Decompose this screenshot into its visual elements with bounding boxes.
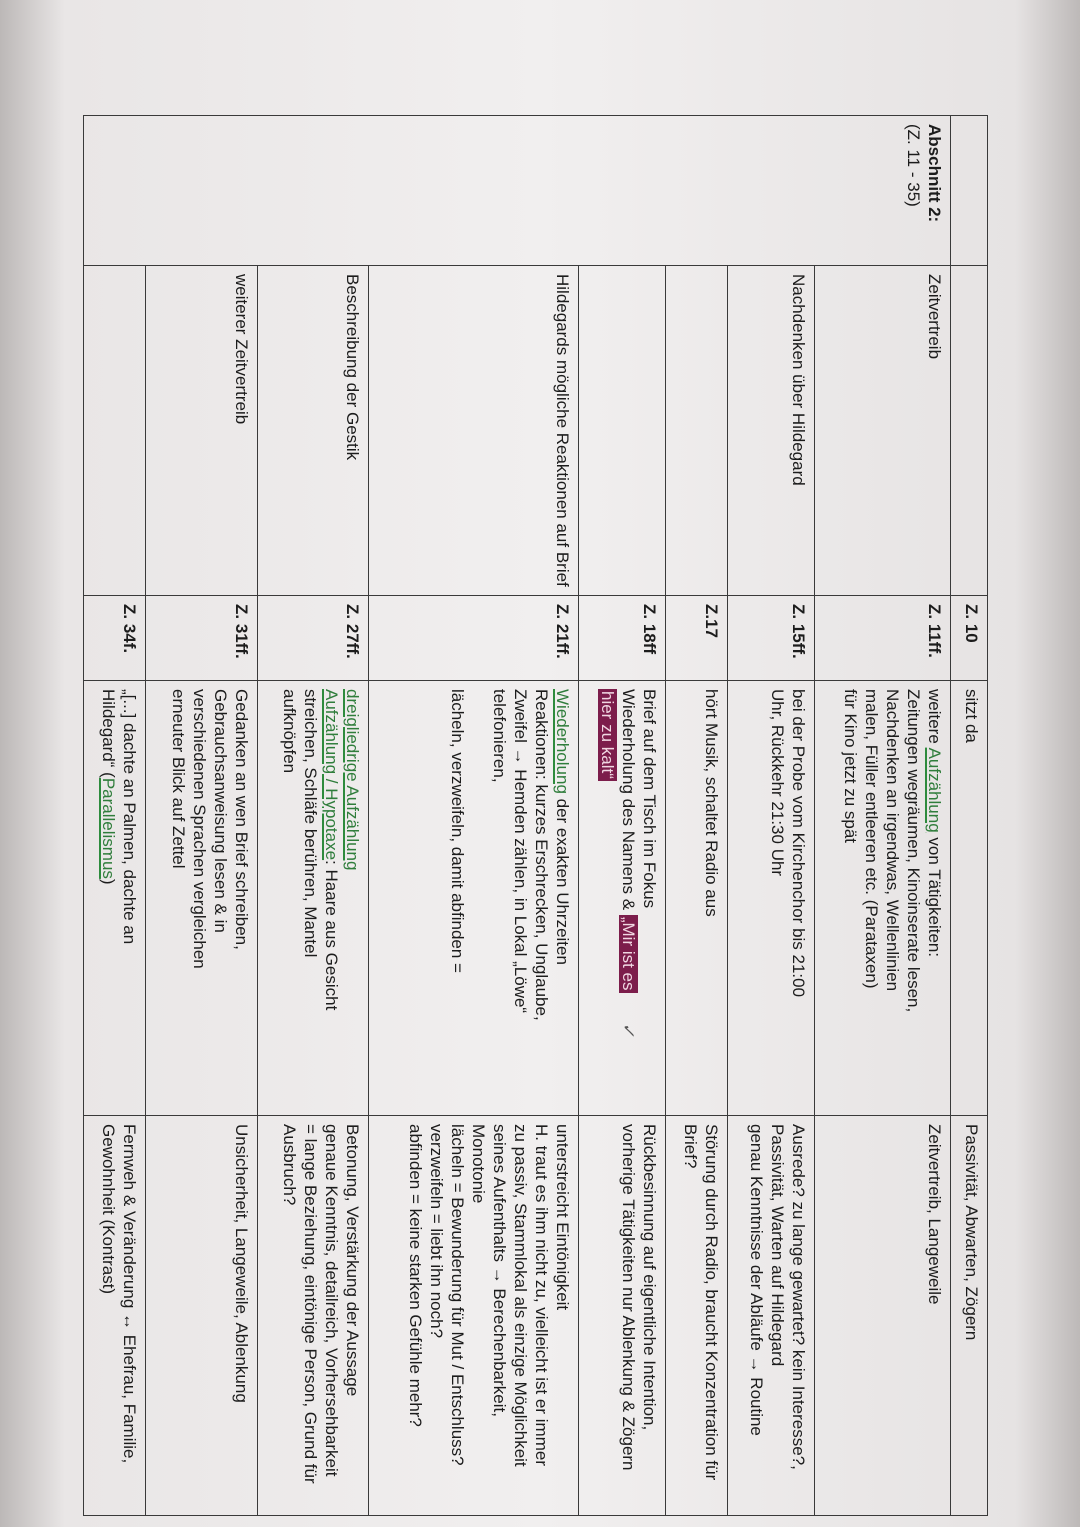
content-line: streichen, Schläfe berühren, Mantel bbox=[301, 689, 321, 958]
content-line: malen, Füller entleeren etc. (Parataxen) bbox=[862, 689, 881, 989]
interp-cell bbox=[579, 1116, 666, 1516]
interp-line: genaue Kenntnis, detailreich, Vorhersehbarkeit bbox=[322, 1124, 342, 1477]
content-cell bbox=[665, 681, 727, 1116]
header-empty-2 bbox=[951, 266, 988, 596]
device-label: dreigliedrige Aufzählung bbox=[343, 689, 363, 871]
content-cell bbox=[146, 681, 257, 1116]
content-line: Nachdenken an irgendwas, Wellenlinien bbox=[883, 689, 902, 992]
topic-cell bbox=[579, 266, 666, 596]
content-cell bbox=[814, 681, 950, 1116]
interp-line: abfinden = keine starken Gefühle mehr? bbox=[406, 1124, 426, 1427]
table-row bbox=[146, 116, 257, 1516]
rotated-document bbox=[83, 115, 988, 1515]
section-cell bbox=[84, 116, 951, 266]
device-label: Wiederholung bbox=[553, 689, 573, 794]
interp-line: unterstreicht Eintönigkeit bbox=[553, 1124, 573, 1311]
interp-line: zu passiv, Stammlokal als einzige Möglichkeit bbox=[511, 1124, 531, 1467]
interp-line: = lange Beziehung, eintönige Person, Grund für bbox=[301, 1124, 321, 1484]
content-text: : Haare aus Gesicht bbox=[322, 860, 342, 1011]
topic-cell bbox=[84, 266, 146, 596]
device-label: Aufzählung / Hypotaxe bbox=[322, 689, 342, 861]
interp-cell bbox=[84, 1116, 146, 1516]
interp-cell bbox=[369, 1116, 579, 1516]
interp-cell bbox=[146, 1116, 257, 1516]
content-text: weitere bbox=[925, 689, 944, 748]
topic-cell: Beschreibung der Gestik bbox=[257, 266, 368, 596]
topic-cell: Nachdenken über Hildegard bbox=[728, 266, 815, 596]
content-line: hört Musik, schaltet Radio aus bbox=[702, 689, 722, 917]
interp-line: Gewohnheit (Kontrast) bbox=[99, 1124, 119, 1295]
content-text: der exakten Uhrzeiten bbox=[553, 793, 573, 965]
interp-cell bbox=[665, 1116, 727, 1516]
header-text: sitzt da bbox=[951, 681, 988, 1116]
line-ref: Z. 31ff. bbox=[146, 596, 257, 681]
content-cell bbox=[579, 681, 666, 1116]
section-range: (Z. 11 - 35) bbox=[904, 124, 923, 207]
content-text: von Tätigkeiten: bbox=[925, 832, 944, 958]
highlighted-quote: hier zu kalt“ bbox=[597, 691, 617, 779]
line-ref: Z. 18ff bbox=[579, 596, 666, 681]
line-ref: Z. 27ff. bbox=[257, 596, 368, 681]
interp-line: H. traut es ihm nicht zu, vielleicht ist er immer bbox=[532, 1124, 552, 1466]
interp-line: genau Kenntnisse der Abläufe → Routine bbox=[746, 1124, 766, 1436]
table-row bbox=[814, 116, 950, 1516]
interp-line: vorherige Tätigkeiten nur Ablenkung & Zögern bbox=[618, 1124, 638, 1471]
device-label: Aufzählung bbox=[925, 747, 944, 833]
interp-line: Monotonie bbox=[469, 1124, 489, 1204]
content-cell bbox=[84, 681, 146, 1116]
content-line: Gedanken an wen Brief schreiben, bbox=[231, 689, 251, 950]
content-line: erneuter Blick auf Zettel bbox=[168, 689, 188, 869]
table-row bbox=[665, 116, 727, 1516]
content-line: lächeln, verzweifeln, damit abfinden = bbox=[448, 689, 468, 973]
table-row bbox=[257, 116, 368, 1516]
content-line: telefonieren, bbox=[490, 689, 510, 783]
content-line: Zeitungen wegräumen, Kinoinserate lesen, bbox=[904, 689, 923, 1013]
line-ref: Z.17 bbox=[665, 596, 727, 681]
content-text: Wiederholung des Namens & bbox=[618, 689, 638, 915]
table-row bbox=[369, 116, 579, 1516]
topic-cell bbox=[665, 266, 727, 596]
content-line: Brief auf dem Tisch im Fokus bbox=[639, 689, 659, 909]
interp-cell bbox=[814, 1116, 950, 1516]
table-row bbox=[728, 116, 815, 1516]
interp-line: Ausrede? zu lange gewartet? kein Interesse?, bbox=[788, 1124, 808, 1470]
header-empty-1 bbox=[951, 116, 988, 266]
header-interpretation: Passivität, Abwarten, Zögern bbox=[951, 1116, 988, 1516]
interp-line: seines Aufenthalts → Berechenbarkeit, bbox=[490, 1124, 510, 1417]
table-row bbox=[579, 116, 666, 1516]
interp-line: lächeln = Bewunderung für Mut / Entschluss? bbox=[448, 1124, 468, 1466]
content-line: Gebrauchsanweisung lesen & in bbox=[210, 689, 230, 933]
topic-cell: weiterer Zeitvertreib bbox=[146, 266, 257, 596]
line-ref: Z. 15ff. bbox=[728, 596, 815, 681]
interp-cell bbox=[257, 1116, 368, 1516]
content-line: für Kino jetzt zu spät bbox=[841, 689, 860, 844]
content-text: ) bbox=[99, 878, 119, 885]
interp-line: Brief? bbox=[681, 1124, 701, 1169]
highlighted-quote: „Mir ist es bbox=[618, 916, 638, 991]
content-line: Zweifel → Hemden zählen, in Lokal „Löwe“ bbox=[511, 689, 531, 1014]
line-ref: Z. 21ff. bbox=[369, 596, 579, 681]
topic-cell: Zeitvertreib bbox=[814, 266, 950, 596]
line-ref: Z. 11ff. bbox=[814, 596, 950, 681]
content-line: verschiedenen Sprachen vergleichen bbox=[189, 689, 209, 969]
content-line: „[...] dachte an Palmen, dachte an bbox=[120, 689, 140, 945]
interp-line: verzweifeln = liebt ihn noch? bbox=[427, 1124, 447, 1339]
header-row bbox=[951, 116, 988, 1516]
table-row bbox=[84, 116, 146, 1516]
interp-line: Betonung, Verstärkung der Aussage bbox=[343, 1124, 363, 1397]
content-cell bbox=[257, 681, 368, 1116]
line-ref: Z. 34f. bbox=[84, 596, 146, 681]
section-title: Abschnitt 2: bbox=[925, 124, 944, 223]
content-cell bbox=[728, 681, 815, 1116]
analysis-table bbox=[83, 115, 988, 1516]
interp-line: Ausbruch? bbox=[280, 1124, 300, 1206]
device-label: Parallelismus bbox=[99, 777, 119, 879]
interp-cell bbox=[728, 1116, 815, 1516]
content-line: aufknöpfen bbox=[280, 689, 300, 774]
interp-line: Zeitvertreib, Langeweile bbox=[925, 1124, 944, 1305]
interp-line: Fernweh & Veränderung ↔ Ehefrau, Familie, bbox=[120, 1124, 140, 1464]
content-line: Uhr, Rückkehr 21:30 Uhr bbox=[767, 689, 787, 877]
interp-line: Unsicherheit, Langeweile, Ablenkung bbox=[231, 1124, 251, 1403]
spacer bbox=[468, 689, 489, 1107]
content-cell bbox=[369, 681, 579, 1116]
header-line-ref: Z. 10 bbox=[951, 596, 988, 681]
content-line: Reaktionen: kurzes Erschrecken, Unglaube, bbox=[532, 689, 552, 1021]
checkmark-icon: ✓ bbox=[618, 1022, 638, 1037]
content-text: Hildegard“ ( bbox=[99, 689, 119, 778]
interp-line: Störung durch Radio, braucht Konzentration für bbox=[702, 1124, 722, 1481]
interp-line: Rückbesinnung auf eigentliche Intention, bbox=[639, 1124, 659, 1431]
interp-line: Passivität, Warten auf Hildegard bbox=[767, 1124, 787, 1367]
topic-cell: Hildegards mögliche Reaktionen auf Brief bbox=[369, 266, 579, 596]
content-line: bei der Probe vom Kirchenchor bis 21:00 bbox=[788, 689, 808, 998]
